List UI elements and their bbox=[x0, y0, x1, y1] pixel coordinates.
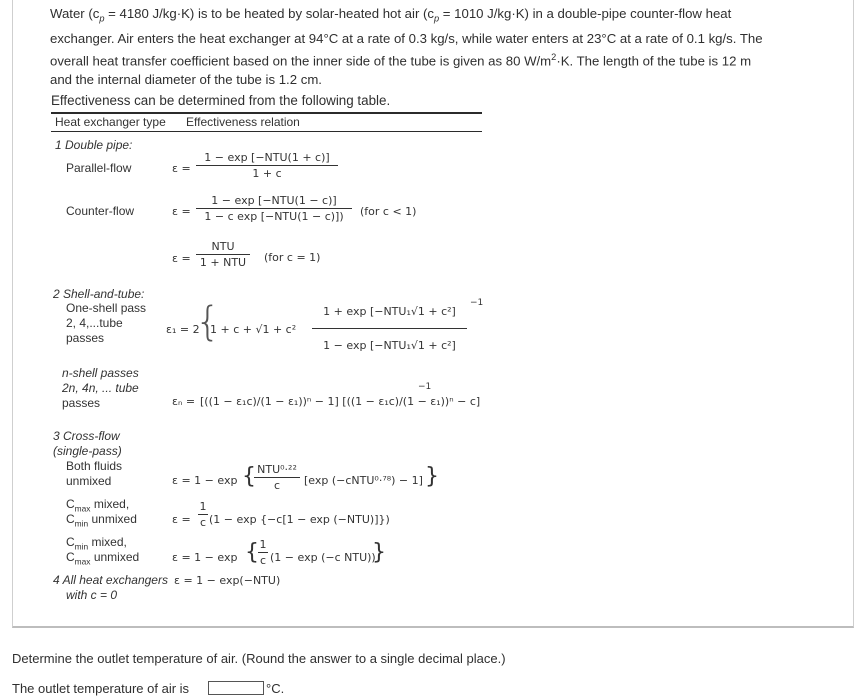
eq-nshell-body: [((1 − ε₁c)/(1 − ε₁))ⁿ − 1] [((1 − ε₁c)/(1 − ε₁))ⁿ − c] bbox=[200, 395, 481, 408]
label-cmax-mixed: $C_{max}$ mixed, bbox=[66, 497, 130, 514]
eq-cmin-lhs: ε = 1 − exp bbox=[172, 551, 238, 564]
section-double-pipe: 1 Double pipe: bbox=[55, 138, 133, 152]
table-header-rule bbox=[51, 131, 482, 132]
eq-both-brace-open: { bbox=[242, 464, 256, 489]
col-header-relation: Effectiveness relation bbox=[186, 115, 300, 129]
label-parallel-flow: Parallel-flow bbox=[66, 161, 132, 175]
eq-shell1-exponent: −1 bbox=[470, 298, 484, 308]
eq-cmax-lhs: ε = bbox=[172, 513, 191, 526]
eq-nshell-exponent: −1 bbox=[418, 382, 432, 392]
label-cmin-unmixed: $C_{min}$ unmixed bbox=[66, 512, 137, 529]
eq-cmax-fraction: 1 c bbox=[199, 500, 207, 529]
label-both-unmixed: Both fluids unmixed bbox=[66, 459, 123, 488]
question-prompt: Determine the outlet temperature of air. (Round the answer to a single decimal place.) bbox=[12, 651, 506, 666]
eq-nshell-lhs: εₙ = bbox=[172, 395, 196, 408]
eq-counter2-condition: (for c = 1) bbox=[264, 251, 321, 264]
problem-statement: Water ($c_p = 4180$ J/kg·K) is to be heated by solar-heated hot air ($c_p = 1010$ J/kg·K) in a double-pipe counter-flow heat exchanger. Air enters the heat exchanger at 94°C at a rate of 0.3 kg/s, while water enters at 23°C at a rate of 0.1 kg/s. The overall heat transfer coefficient based on the inner side of the tube is given as 80 $W/m^2\cdot K$. The length of the tube is 12 m and the internal diameter of the tube is 1.2 cm. bbox=[50, 6, 763, 88]
answer-input[interactable] bbox=[208, 681, 264, 695]
eq-cmin-rest: (1 − exp (−c NTU)) bbox=[270, 551, 376, 564]
eq-counter2-fraction: NTU 1 + NTU bbox=[196, 240, 250, 269]
eq-cmax-rest: (1 − exp {−c[1 − exp (−NTU)]}) bbox=[209, 513, 390, 526]
eq-all: ε = 1 − exp(−NTU) bbox=[174, 574, 281, 587]
section-cross-flow: 3 Cross-flow (single-pass) bbox=[53, 429, 122, 458]
eq-both-fraction: NTU⁰·²² c bbox=[254, 463, 300, 492]
label-nshell: n-shell passes 2n, 4n, ... tube passes bbox=[62, 366, 139, 410]
label-cmax-unmixed: $C_{max}$ unmixed bbox=[66, 550, 140, 567]
eq-counter-lhs: ε = bbox=[172, 205, 191, 218]
eq-shell1-brace: { bbox=[195, 299, 221, 345]
answer-unit: °C. bbox=[266, 681, 285, 696]
eq-cmin-fraction: 1 c bbox=[259, 538, 267, 567]
eq-counter-fraction: 1 − exp [−NTU(1 − c)] 1 − c exp [−NTU(1 − c)]) bbox=[196, 194, 352, 223]
eq-both-rest: [exp (−cNTU⁰·⁷⁸) − 1] bbox=[304, 474, 423, 487]
table-intro: Effectiveness can be determined from the following table. bbox=[51, 93, 391, 108]
eq-counter2-lhs: ε = bbox=[172, 252, 191, 265]
eq-cmin-brace-open: { bbox=[245, 540, 259, 565]
eq-counter-condition: (for c < 1) bbox=[360, 205, 417, 218]
answer-label: The outlet temperature of air is bbox=[12, 681, 190, 696]
eq-parallel-lhs: ε = bbox=[172, 162, 191, 175]
col-header-type: Heat exchanger type bbox=[55, 115, 166, 129]
table-top-rule bbox=[51, 112, 482, 114]
label-cmin-mixed: $C_{min}$ mixed, bbox=[66, 535, 127, 552]
section-shell-tube: 2 Shell-and-tube: bbox=[53, 287, 145, 301]
label-one-shell: One-shell pass 2, 4,...tube passes bbox=[66, 301, 147, 345]
section-all-exchangers: 4 All heat exchangers with c = 0 bbox=[53, 573, 168, 602]
eq-shell1-lhs: ε₁ = 2 bbox=[166, 323, 200, 336]
eq-shell1-mid: 1 + c + √1 + c² bbox=[210, 323, 297, 336]
eq-both-brace-close: } bbox=[425, 464, 439, 489]
label-counter-flow: Counter-flow bbox=[66, 204, 135, 218]
eq-cmin-brace-close: } bbox=[372, 540, 386, 565]
eq-parallel-fraction: 1 − exp [−NTU(1 + c)] 1 + c bbox=[196, 151, 338, 180]
eq-both-lhs: ε = 1 − exp bbox=[172, 474, 238, 487]
eq-shell1-fraction: 1 + exp [−NTU₁√1 + c²] 1 − exp [−NTU₁√1 + c²] bbox=[312, 305, 467, 352]
